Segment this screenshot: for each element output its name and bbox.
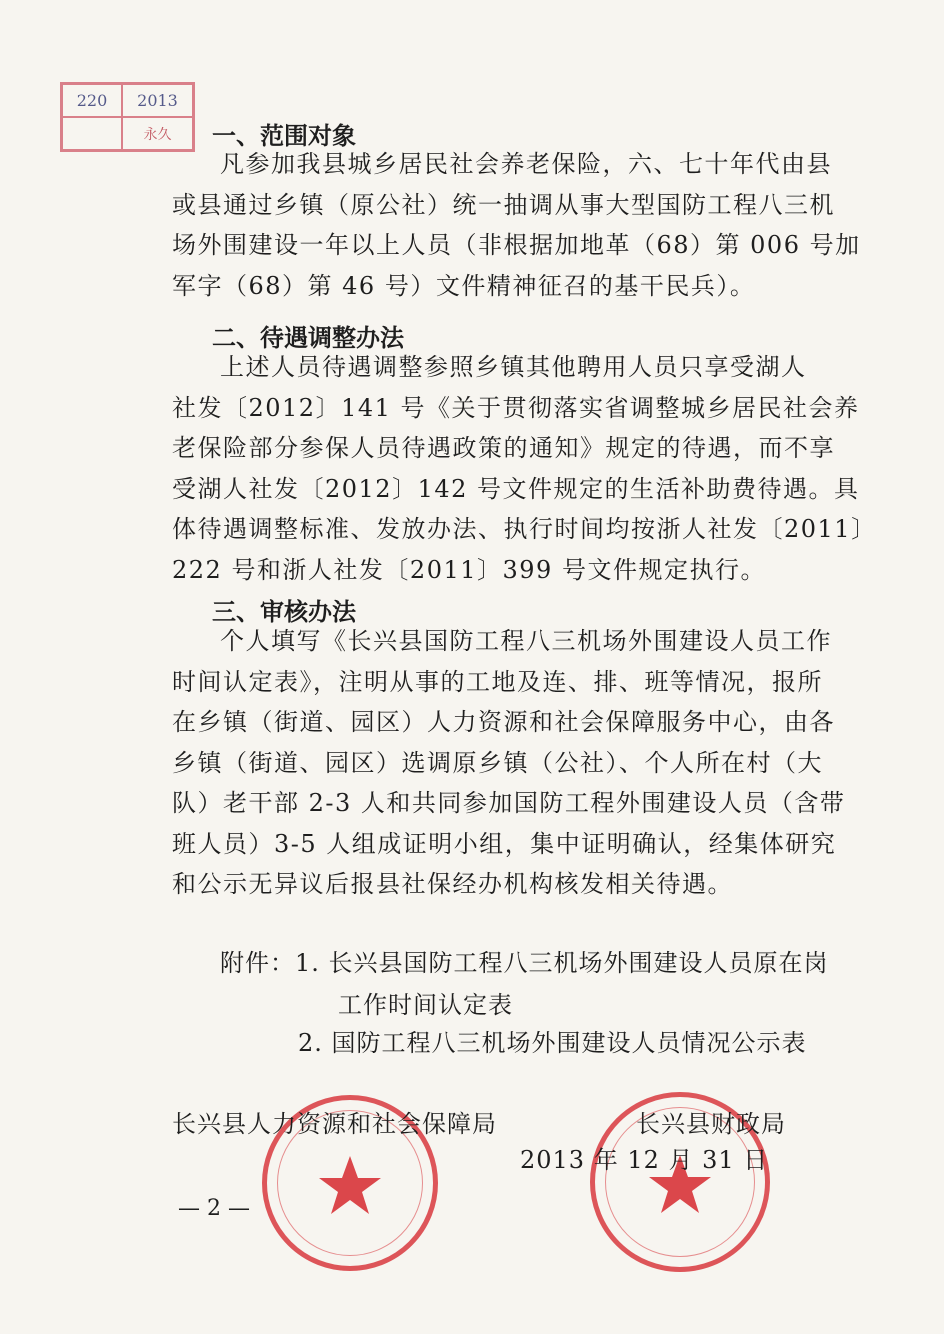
paragraph-line: 班人员）3-5 人组成证明小组，集中证明确认，经集体研究 [172,829,837,858]
signature-right: 长兴县财政局 [636,1110,786,1138]
paragraph-line: 或县通过乡镇（原公社）统一抽调从事大型国防工程八三机 [172,190,835,219]
section-heading-review: 三、审核办法 [212,598,356,626]
paragraph-line: 222 号和浙人社发〔2011〕399 号文件规定执行。 [172,555,766,584]
page-number: — 2 — [178,1196,250,1221]
stamp-number: 220 [62,84,122,117]
paragraph-line: 时间认定表》，注明从事的工地及连、排、班等情况，报所 [172,667,823,696]
paragraph-line: 社发〔2012〕141 号《关于贯彻落实省调整城乡居民社会养 [172,393,860,422]
stamp-year: 2013 [122,84,193,117]
section-heading-treatment: 二、待遇调整办法 [212,324,404,352]
paragraph-line: 上述人员待遇调整参照乡镇其他聘用人员只享受湖人 [220,353,807,381]
paragraph-line: 个人填写《长兴县国防工程八三机场外围建设人员工作 [220,627,832,655]
annex-label: 附件： [220,949,295,977]
registration-stamp [60,82,195,152]
paragraph-line: 军字（68）第 46 号）文件精神征召的基干民兵）。 [172,271,756,300]
paragraph-line: 和公示无异议后报县社保经办机构核发相关待遇。 [172,870,733,898]
section-body-review [172,621,846,905]
paragraph-line: 队）老干部 2-3 人和共同参加国防工程外围建设人员（含带 [172,789,846,817]
annex-item-1 [220,942,829,984]
annex-item-1-cont: 工作时间认定表 [338,991,513,1019]
paragraph-line: 体待遇调整标准、发放办法、执行时间均按浙人社发〔2011〕 [172,515,877,543]
signature-left: 长兴县人力资源和社会保障局 [172,1110,497,1138]
paragraph-line: 乡镇（街道、园区）选调原乡镇（公社）、个人所在村（大 [172,748,823,777]
stamp-label: 永久 [122,117,193,150]
annex-item-1-line1: 1. 长兴县国防工程八三机场外围建设人员原在岗 [295,949,829,977]
paragraph-line: 在乡镇（街道、园区）人力资源和社会保障服务中心，由各 [172,708,835,736]
paragraph-line: 场外围建设一年以上人员（非根据加地革（68）第 006 号加 [172,231,861,259]
section-heading-scope: 一、范围对象 [212,122,356,150]
paragraph-line: 凡参加我县城乡居民社会养老保险，六、七十年代由县 [220,150,832,178]
section-body-treatment [172,347,877,590]
section-body-scope [172,144,861,306]
paragraph-line: 老保险部分参保人员待遇政策的通知》规定的待遇，而不享 [172,434,835,462]
annex-item-2: 2. 国防工程八三机场外围建设人员情况公示表 [298,1029,807,1057]
issue-date: 2013 年 12 月 31 日 [520,1146,769,1174]
stamp-blank [62,117,122,150]
paragraph-line: 受湖人社发〔2012〕142 号文件规定的生活补助费待遇。具 [172,474,860,503]
